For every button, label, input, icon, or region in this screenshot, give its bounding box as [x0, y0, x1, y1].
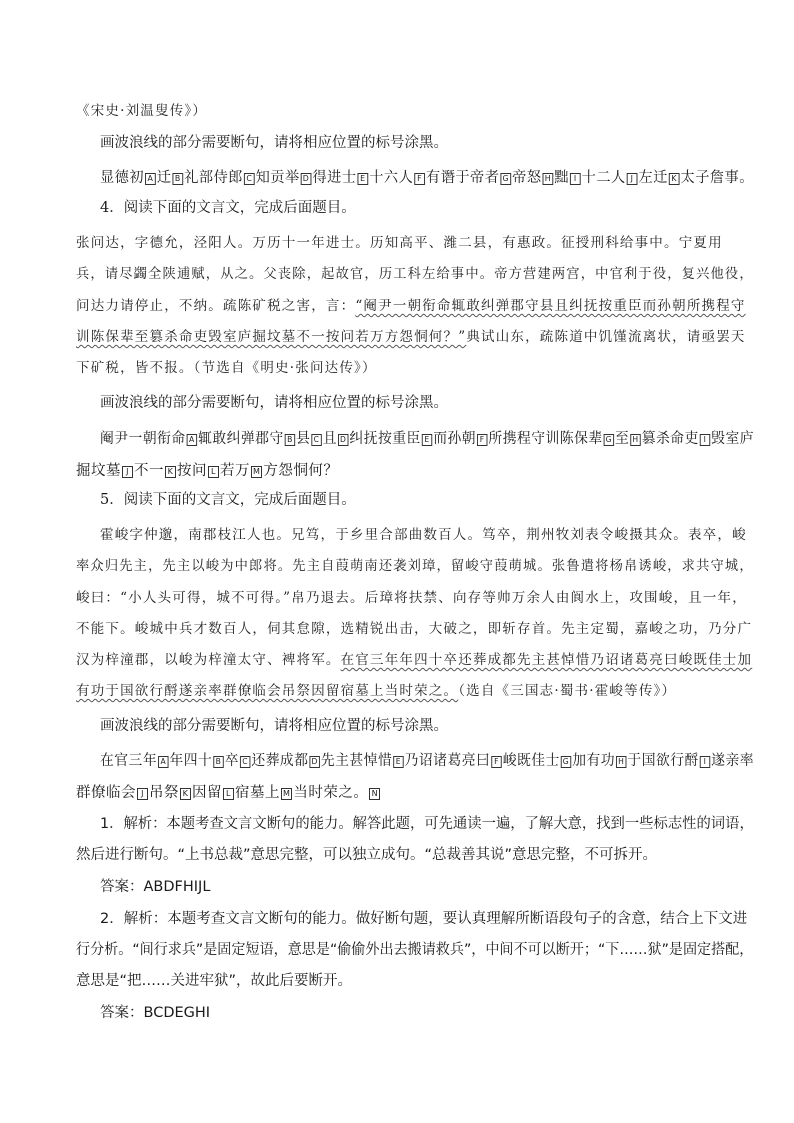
break-mark-k[interactable]: K: [669, 173, 680, 185]
answer-segment: 当时荣之。: [293, 785, 369, 801]
break-mark-g[interactable]: G: [561, 756, 571, 768]
answer-segment: 还葬成都: [251, 753, 309, 769]
q4-wavy-text: “阉尹一朝衔命辄敢纠弹郡守县且纠抚按重臣而孙朝所携程守: [355, 298, 746, 314]
break-mark-i[interactable]: I: [570, 173, 581, 185]
answer2-explanation: 意思是“把……关进牢狱”，故此后要断开。: [76, 973, 353, 989]
break-mark-k[interactable]: K: [180, 788, 191, 800]
break-mark-e[interactable]: E: [422, 434, 432, 446]
break-mark-i[interactable]: I: [700, 434, 710, 446]
source-citation: 《宋史·刘温叟传》）: [76, 103, 208, 119]
answer-segment: 毁室庐: [711, 431, 755, 447]
answer-segment: 于国欲行酹: [627, 753, 699, 769]
answer-segment: 加有功: [572, 753, 616, 769]
q4-passage-line: 张问达，字德允，泾阳人。万历十一年进士。历知高平、潍二县，有惠政。征授刑科给事中。宁夏用: [76, 235, 723, 251]
break-mark-c[interactable]: C: [240, 756, 250, 768]
answer-segment: 群僚临会: [76, 785, 136, 801]
break-mark-d[interactable]: D: [301, 173, 312, 185]
answer-segment: 知贡举: [255, 170, 300, 186]
answer-segment: 篡杀命吏: [641, 431, 699, 447]
answer-segment: 吊祭: [149, 785, 179, 801]
q5-instruction: 画波浪线的部分需要断句，请将相应位置的标号涂黑。: [100, 718, 448, 734]
break-mark-i[interactable]: I: [700, 756, 710, 768]
answer-segment: 得进士: [312, 170, 357, 186]
break-mark-g[interactable]: G: [604, 434, 614, 446]
answer-segment: 不一: [134, 463, 164, 479]
break-mark-d[interactable]: D: [309, 756, 319, 768]
answer2-key: 答案：BCDEGHI: [100, 1005, 211, 1021]
answer1-key: 答案：ABDFHIJL: [100, 879, 211, 895]
answer-segment: 年四十: [169, 753, 213, 769]
answer-segment: 峻既佳士: [502, 753, 560, 769]
answer-segment: 太子詹事。: [680, 170, 754, 186]
break-mark-m[interactable]: M: [253, 467, 261, 476]
break-mark-n[interactable]: N: [369, 788, 380, 800]
break-mark-j[interactable]: J: [627, 173, 638, 185]
answer-segment: 至: [615, 431, 630, 447]
q5-wavy-text: 有功于国欲行酹遂亲率群僚临会吊祭因留宿墓上当时荣之。: [76, 683, 459, 699]
break-mark-f[interactable]: F: [414, 173, 425, 185]
answer-segment: 遂亲率: [711, 753, 755, 769]
q5-passage-line: 峻曰：“小人头可得，城不可得。”帛乃退去。后璋将扶禁、向存等帅万余人由阆水上，攻围峻，且一年，: [76, 590, 747, 606]
q5-passage-line: [76, 650, 752, 670]
answer-segment: 县: [296, 431, 311, 447]
answer-segment: 黜: [554, 170, 569, 186]
answer-segment: 因留: [192, 785, 222, 801]
q5-passage-line: 率众归先主，先主以峻为中郎将。先主自葭萌南还袭刘璋，留峻守葭萌城。张鲁遣将杨帛诱峻，求共守城，: [76, 558, 754, 574]
answer-segment: 掘坟墓: [76, 463, 121, 479]
break-mark-m[interactable]: M: [283, 789, 291, 798]
q5-heading: 5．阅读下面的文言文，完成后面题目。: [100, 492, 356, 508]
q3-instruction: 画波浪线的部分需要断句，请将相应位置的标号涂黑。: [100, 135, 448, 151]
answer-segment: 纠抚按重臣: [349, 431, 421, 447]
answer-segment: 若万: [220, 463, 250, 479]
answer-segment: 礼部侍郎: [184, 170, 243, 186]
answer-segment: 有谮于帝者: [426, 170, 500, 186]
q5-source: （选自《三国志·蜀书·霍峻等传》）: [458, 683, 677, 699]
break-mark-h[interactable]: H: [543, 173, 554, 185]
break-mark-h[interactable]: H: [616, 756, 626, 768]
break-mark-j[interactable]: J: [137, 788, 148, 800]
break-mark-b[interactable]: B: [213, 756, 223, 768]
q5-wavy-text: 在官三年年四十卒还葬成都先主甚悼惜乃诏诸葛亮曰峻既佳士加: [340, 652, 753, 668]
answer1-explanation: 1．解析：本题考查文言文断句的能力。解答此题，可先通读一遍，了解大意，找到一些标志性的词语，: [100, 816, 754, 832]
q4-instruction: 画波浪线的部分需要断句，请将相应位置的标号涂黑。: [100, 395, 448, 411]
answer-segment: 阉尹一朝衔命: [100, 431, 186, 447]
answer-segment: 帝怒: [512, 170, 542, 186]
answer-segment: 先主甚悼惜: [320, 753, 393, 769]
answer-segment: 方怨恫何？: [263, 463, 339, 479]
q5-passage-line: 不能下。峻城中兵才数百人，伺其怠隙，选精锐出击，大破之，即斩存首。先主定蜀，嘉峻之功，乃分广: [76, 621, 753, 637]
answer-segment: 卒: [224, 753, 239, 769]
q5-answer-row[interactable]: [76, 781, 381, 802]
answer-segment: 左迁: [638, 170, 668, 186]
break-mark-a[interactable]: A: [187, 434, 197, 446]
q4-answer-row[interactable]: [100, 427, 754, 448]
q5-passage-text: 汉为梓潼郡，以峻为梓潼太守、裨将军。: [76, 652, 341, 668]
break-mark-l[interactable]: L: [223, 788, 234, 800]
break-mark-f[interactable]: F: [491, 756, 501, 768]
q4-passage-line: [76, 327, 746, 347]
break-mark-f[interactable]: F: [477, 434, 487, 446]
q4-passage-line: [76, 296, 746, 316]
answer-segment: 十六人: [369, 170, 414, 186]
answer-segment: 宿墓上: [235, 785, 280, 801]
break-mark-h[interactable]: H: [630, 434, 640, 446]
q5-answer-row[interactable]: [100, 749, 754, 770]
break-mark-e[interactable]: E: [393, 756, 403, 768]
answer-segment: 所携程守训陈保辈: [488, 431, 603, 447]
break-mark-d[interactable]: D: [338, 434, 348, 446]
q4-passage-line: 下矿税，皆不报。（节选自《明史·张问达传》）: [76, 360, 377, 376]
q4-heading: 4．阅读下面的文言文，完成后面题目。: [100, 200, 356, 216]
q5-passage-line: 霍峻字仲邈，南郡枝江人也。兄笃，于乡里合部曲数百人。笃卒，荆州牧刘表令峻摄其众。表卒，峻: [100, 527, 747, 543]
answer-segment: 迁: [156, 170, 172, 186]
answer1-explanation: 然后进行断句。“上书总裁”意思完整，可以独立成句。“总裁善其说”意思完整，不可拆开。: [76, 847, 658, 863]
answer-segment: 显德初: [100, 170, 145, 186]
answer2-explanation: 2．解析：本题考查文言文断句的能力。做好断句题，要认真理解所断语段句子的含意，结合上下文进: [100, 911, 748, 927]
answer-segment: 在官三年: [100, 753, 158, 769]
answer2-explanation: 行分析。“间行求兵”是固定短语，意思是“偷偷外出去搬请救兵”，中间不可以断开；“下……狱”是固定搭配，: [76, 942, 754, 958]
q3-answer-row[interactable]: [100, 166, 754, 187]
answer-segment: 辄敢纠弹郡守: [198, 431, 284, 447]
answer-segment: 十二人: [581, 170, 626, 186]
q4-passage-text: 典试山东，疏陈道中饥馑流离状，请亟罢天: [466, 329, 746, 345]
break-mark-b[interactable]: B: [285, 434, 295, 446]
q4-passage-text: 问达力请停止，不纳。疏陈矿税之害，言：: [76, 298, 356, 314]
break-mark-b[interactable]: B: [172, 173, 183, 185]
q5-passage-line: [76, 681, 676, 701]
break-mark-l[interactable]: L: [208, 466, 219, 478]
answer-segment: 按问: [177, 463, 207, 479]
answer-segment: 而孙朝: [433, 431, 477, 447]
break-mark-j[interactable]: J: [122, 466, 133, 478]
break-mark-c[interactable]: C: [311, 434, 321, 446]
q4-passage-line: 兵，请尽蠲全陕逋赋，从之。父丧除，起故官，历工科左给事中。帝方营建两宫，中官利于役，复兴他役，: [76, 266, 754, 282]
answer-segment: 且: [322, 431, 338, 447]
q4-answer-row[interactable]: [76, 459, 338, 480]
break-mark-g[interactable]: G: [500, 173, 511, 185]
break-mark-a[interactable]: A: [158, 756, 168, 768]
break-mark-a[interactable]: A: [145, 173, 156, 185]
break-mark-k[interactable]: K: [165, 466, 176, 478]
break-mark-e[interactable]: E: [357, 173, 368, 185]
break-mark-c[interactable]: C: [244, 173, 255, 185]
answer-segment: 乃诏诸葛亮曰: [404, 753, 491, 769]
q4-wavy-text: 训陈保辈至篡杀命吏毁室庐掘坟墓不一按问若万方怨恫何？”: [76, 329, 467, 345]
